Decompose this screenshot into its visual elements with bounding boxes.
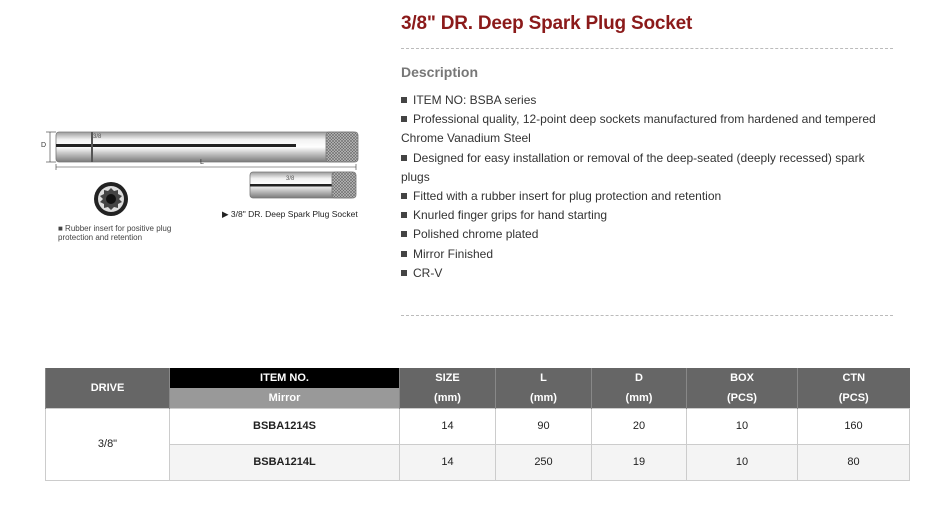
header-drive: DRIVE xyxy=(46,368,170,408)
square-bullet-icon xyxy=(401,97,407,103)
description-heading: Description xyxy=(401,64,479,80)
box-cell: 10 xyxy=(687,408,798,444)
divider xyxy=(401,315,893,316)
header-mirror: Mirror xyxy=(170,388,400,408)
header-d: D xyxy=(592,368,687,388)
size-cell: 14 xyxy=(400,444,496,480)
square-bullet-icon xyxy=(401,155,407,161)
table-row xyxy=(46,444,910,480)
image-caption: ▶ 3/8" DR. Deep Spark Plug Socket xyxy=(222,209,358,219)
feature-item: ITEM NO: BSBA series xyxy=(401,91,893,110)
short-socket xyxy=(250,172,356,198)
table-row xyxy=(46,408,910,444)
l-cell: 250 xyxy=(496,444,592,480)
item-cell: BSBA1214L xyxy=(170,444,400,480)
feature-item: Mirror Finished xyxy=(401,245,893,264)
square-bullet-icon xyxy=(401,193,407,199)
feature-item: Professional quality, 12-point deep sockets manufactured from hardened and tempered Chrome Vanadium Steel xyxy=(401,112,876,146)
header-l-unit: (mm) xyxy=(496,388,592,408)
header-ctn: CTN xyxy=(798,368,910,388)
header-box-unit: (PCS) xyxy=(687,388,798,408)
header-l: L xyxy=(496,368,592,388)
ctn-cell: 80 xyxy=(798,444,910,480)
d-cell: 20 xyxy=(592,408,687,444)
feature-item: Knurled finger grips for hand starting xyxy=(401,206,893,225)
spec-table xyxy=(45,368,910,481)
dim-d-label: D xyxy=(41,142,47,149)
svg-text:3/8: 3/8 xyxy=(93,134,102,140)
svg-text:3/8: 3/8 xyxy=(286,176,295,182)
socket-end-view xyxy=(94,182,128,216)
feature-item: Fitted with a rubber insert for plug protection and retention xyxy=(401,187,893,206)
d-cell: 19 xyxy=(592,444,687,480)
feature-item: Polished chrome plated xyxy=(401,225,893,244)
square-bullet-icon xyxy=(401,231,407,237)
long-socket xyxy=(56,132,358,162)
feature-item: Designed for easy installation or removal of the deep-seated (deeply recessed) spark plugs xyxy=(401,150,865,184)
l-cell: 90 xyxy=(496,408,592,444)
header-box: BOX xyxy=(687,368,798,388)
square-bullet-icon xyxy=(401,270,407,276)
box-cell: 10 xyxy=(687,444,798,480)
header-size-unit: (mm) xyxy=(400,388,496,408)
feature-list xyxy=(401,91,893,283)
dimension-d xyxy=(41,132,56,162)
square-bullet-icon xyxy=(401,251,407,257)
feature-item: CR-V xyxy=(401,264,893,283)
header-ctn-unit: (PCS) xyxy=(798,388,910,408)
size-cell: 14 xyxy=(400,408,496,444)
ctn-cell: 160 xyxy=(798,408,910,444)
image-note: ■ Rubber insert for positive plug protection and retention xyxy=(58,224,172,242)
header-size: SIZE xyxy=(400,368,496,388)
item-cell: BSBA1214S xyxy=(170,408,400,444)
square-bullet-icon xyxy=(401,116,407,122)
square-bullet-icon xyxy=(401,212,407,218)
drive-cell: 3/8" xyxy=(46,408,170,480)
product-title: 3/8" DR. Deep Spark Plug Socket xyxy=(401,13,693,34)
divider xyxy=(401,48,893,49)
header-item-no: ITEM NO. xyxy=(170,368,400,388)
dim-l-label: L xyxy=(200,159,204,166)
header-d-unit: (mm) xyxy=(592,388,687,408)
